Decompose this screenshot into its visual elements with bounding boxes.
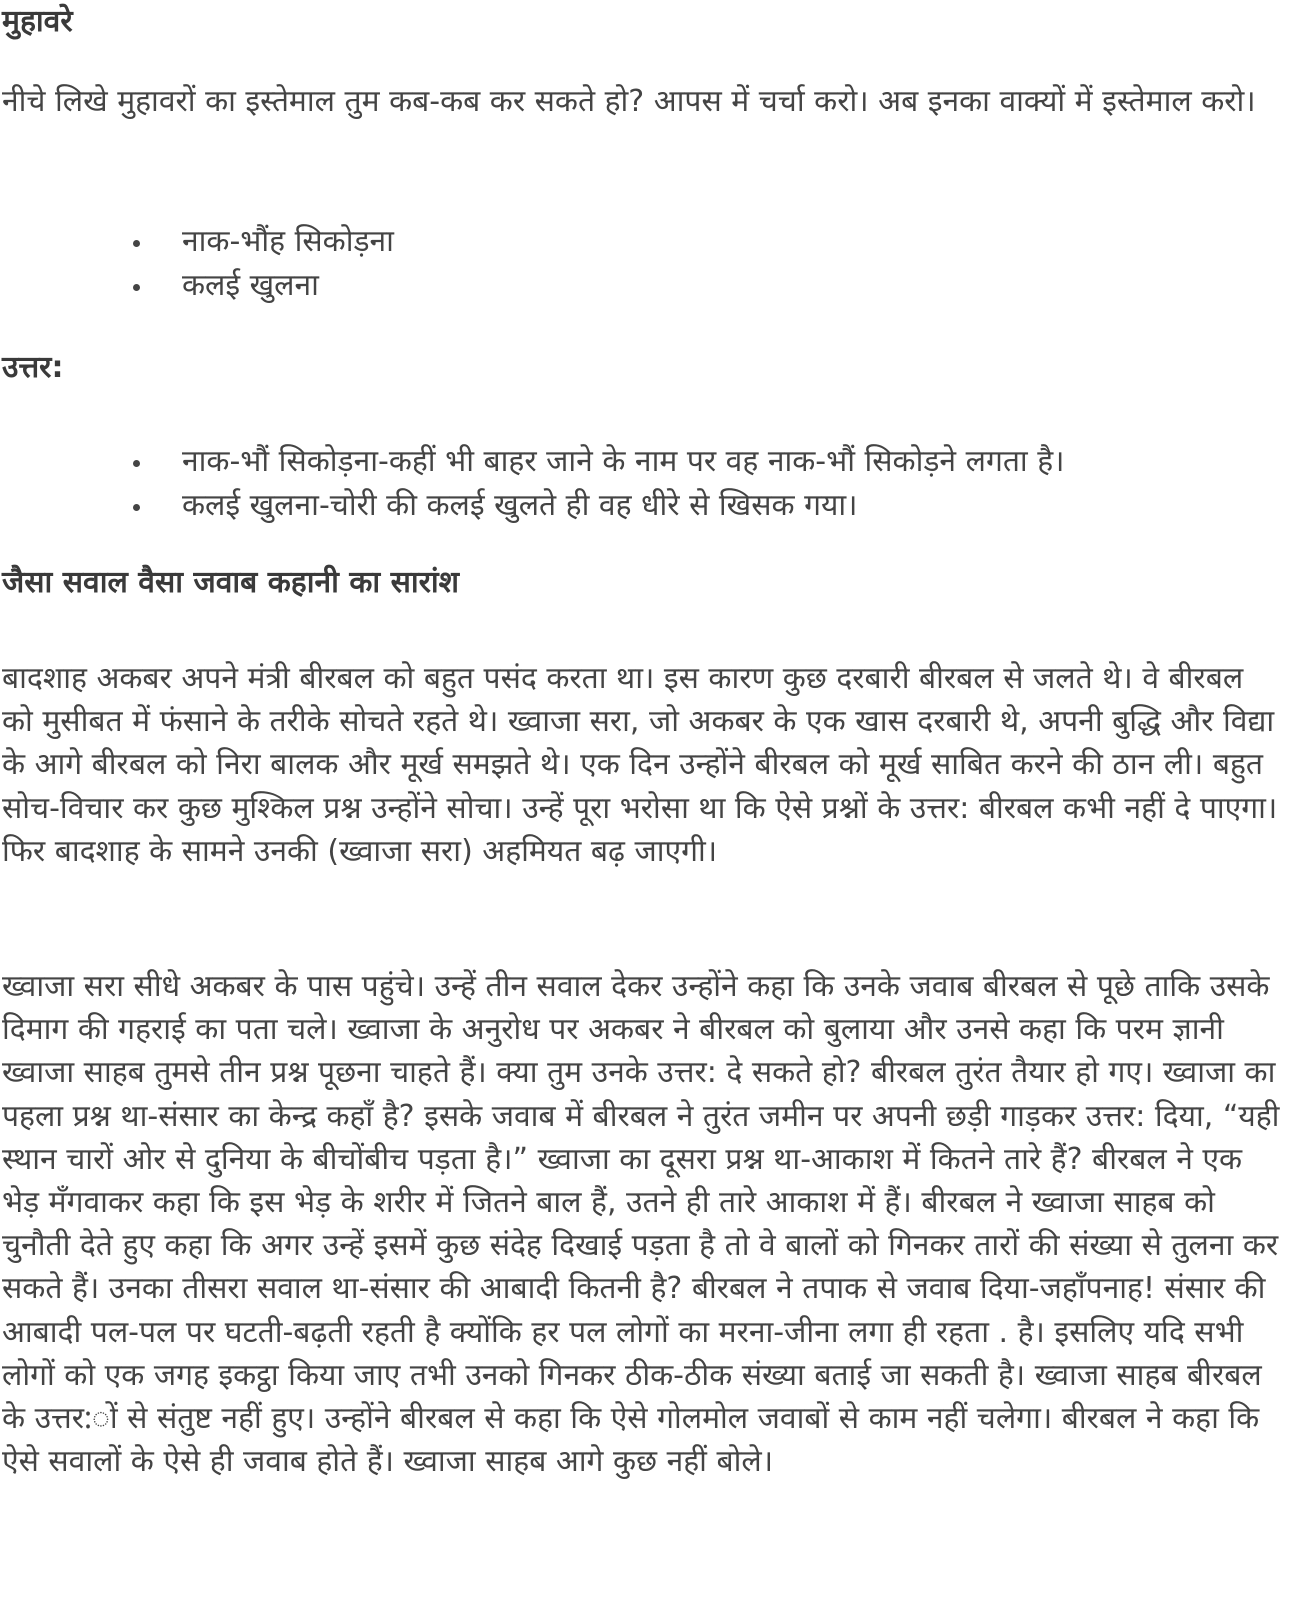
- answer-list: [0, 440, 1065, 528]
- idioms-heading: मुहावरे: [2, 4, 73, 39]
- list-item: कलई खुलना: [0, 264, 394, 308]
- list-item: नाक-भौंह सिकोड़ना: [0, 220, 394, 264]
- answer-heading: उत्तर:: [2, 350, 64, 385]
- idioms-prompt: नीचे लिखे मुहावरों का इस्तेमाल तुम कब-कब कर सकते हो? आपस में चर्चा करो। अब इनका वाक्यों में इस्तेमाल करो।: [2, 84, 1256, 119]
- summary-paragraph-2: ख्वाजा सरा सीधे अकबर के पास पहुंचे। उन्हें तीन सवाल देकर उन्होंने कहा कि उनके जवाब बीरबल से पूछे ताकि उसके दिमाग की गहराई का पता चले। ख्वाजा के अनुरोध पर अकबर ने बीरबल को बुलाया और उनसे कहा कि परम ज्ञानी ख्वाजा साहब तुमसे तीन प्रश्न पूछना चाहते हैं। क्या तुम उनके उत्तर: दे सकते हो? बीरबल तुरंत तैयार हो गए। ख्वाजा का पहला प्रश्न था-संसार का केन्द्र कहाँ है? इसके जवाब में बीरबल ने तुरंत जमीन पर अपनी छड़ी गाड़कर उत्तर: दिया, “यही स्थान चारों ओर से दुनिया के बीचोंबीच पड़ता है।” ख्वाजा का दूसरा प्रश्न था-आकाश में कितने तारे हैं? बीरबल ने एक भेड़ मँगवाकर कहा कि इस भेड़ के शरीर में जितने बाल हैं, उतने ही तारे आकाश में हैं। बीरबल ने ख्वाजा साहब को चुनौती देते हुए कहा कि अगर उन्हें इसमें कुछ संदेह दिखाई पड़ता है तो वे बालों को गिनकर तारों की संख्या से तुलना कर सकते हैं। उनका तीसरा सवाल था-संसार की आबादी कितनी है? बीरबल ने तपाक से जवाब दिया-जहाँपनाह! संसार की आबादी पल-पल पर घटती-बढ़ती रहती है क्योंकि हर पल लोगों का मरना-जीना लगा ही रहता . है। इसलिए यदि सभी लोगों को एक जगह इकट्ठा किया जाए तभी उनको गिनकर ठीक-ठीक संख्या बताई जा सकती है। ख्वाजा साहब बीरबल के उत्तर:ों से संतुष्ट नहीं हुए। उन्होंने बीरबल से कहा कि ऐसे गोलमोल जवाबों से काम नहीं चलेगा। बीरबल ने कहा कि ऐसे सवालों के ऐसे ही जवाब होते हैं। ख्वाजा साहब आगे कुछ नहीं बोले।: [2, 969, 1280, 1480]
- idiom-list: [0, 220, 394, 308]
- summary-heading: जैसा सवाल वैसा जवाब कहानी का सारांश: [2, 565, 460, 600]
- summary-paragraph-1: बादशाह अकबर अपने मंत्री बीरबल को बहुत पसंद करता था। इस कारण कुछ दरबारी बीरबल से जलते थे। वे बीरबल को मुसीबत में फंसाने के तरीके सोचते रहते थे। ख्वाजा सरा, जो अकबर के एक खास दरबारी थे, अपनी बुद्धि और विद्या के आगे बीरबल को निरा बालक और मूर्ख समझते थे। एक दिन उन्होंने बीरबल को मूर्ख साबित करने की ठान ली। बहुत सोच-विचार कर कुछ मुश्किल प्रश्न उन्होंने सोचा। उन्हें पूरा भरोसा था कि ऐसे प्रश्नों के उत्तर: बीरबल कभी नहीं दे पाएगा। फिर बादशाह के सामने उनकी (ख्वाजा सरा) अहमियत बढ़ जाएगी।: [2, 661, 1278, 869]
- list-item: कलई खुलना-चोरी की कलई खुलते ही वह धीरे से खिसक गया।: [0, 484, 1065, 528]
- list-item: नाक-भौं सिकोड़ना-कहीं भी बाहर जाने के नाम पर वह नाक-भौं सिकोड़ने लगता है।: [0, 440, 1065, 484]
